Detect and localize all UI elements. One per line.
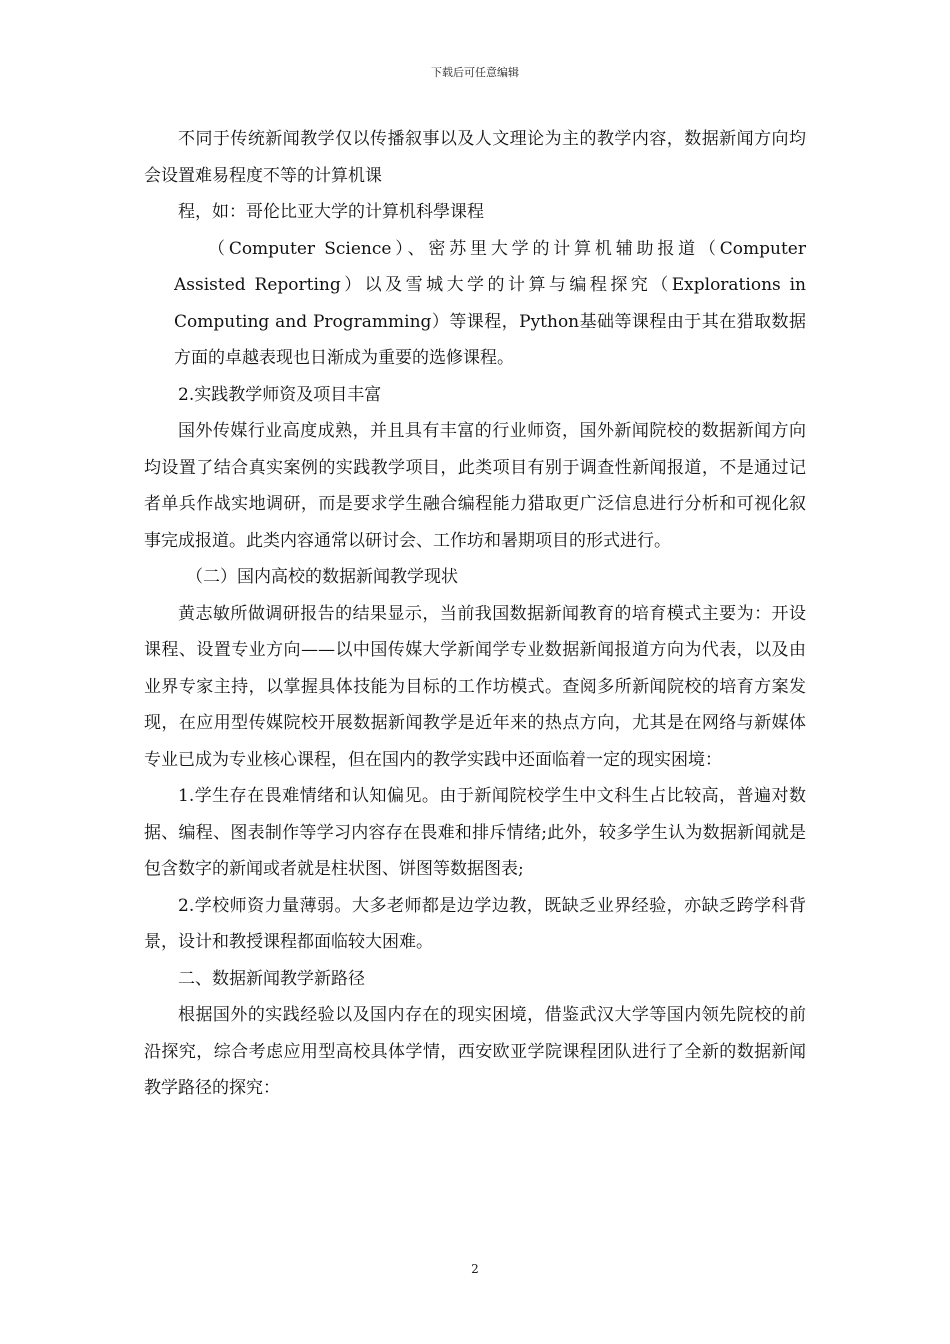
section-heading-domestic: （二）国内高校的数据新闻教学现状 (186, 567, 458, 587)
paragraph-point-2: 2.学校师资力量薄弱。大多老师都是边学边教，既缺乏业界经验，亦缺乏跨学科背景，设计和教授课程都面临较大困难。 (144, 895, 806, 952)
paragraph-domestic: 黄志敏所做调研报告的结果显示，当前我国数据新闻教育的培育模式主要为：开设课程、设置专业方向——以中国传媒大学新闻学专业数据新闻报道方向为代表，以及由业界专家主持，以掌握具体技能为目标的工作坊模式。查阅多所新闻院校的培育方案发现，在应用型传媒院校开展数据新闻教学是近年来的热点方向，尤其是在网络与新媒体专业已成为专业核心课程，但在国内的教学实践中还面临着一定的现实困境： (144, 603, 806, 770)
paragraph-point-1: 1.学生存在畏难情绪和认知偏见。由于新闻院校学生中文科生占比较高，普遍对数据、编程、图表制作等学习内容存在畏难和排斥情绪;此外，较多学生认为数据新闻就是包含数字的新闻或者就是柱状图、饼图等数据图表; (144, 786, 806, 879)
page-header: 下载后可任意编辑 (431, 66, 519, 79)
document-body (144, 121, 806, 1107)
paragraph-course-list: （Computer Science）、密苏里大学的计算机辅助报道（Computer Assisted Reporting）以及雪城大学的计算与编程探究（Explorations in Computing and Programming）等课程，Python基础等课程由于其在猎取数据方面的卓越表现也日渐成为重要的选修课程。 (174, 238, 806, 368)
paragraph-course-line: 程，如：哥伦比亚大学的计算机科學课程 (178, 202, 484, 222)
paragraph-intro: 不同于传统新闻教学仅以传播叙事以及人文理论为主的教学内容，数据新闻方向均会设置难易程度不等的计算机课 (144, 129, 806, 186)
section-heading-new-path: 二、数据新闻教学新路径 (178, 968, 365, 989)
page-number: 2 (471, 1262, 479, 1276)
section-heading-practice: 2.实践教学师资及项目丰富 (178, 384, 382, 405)
paragraph-practice: 国外传媒行业高度成熟，并且具有丰富的行业师资，国外新闻院校的数据新闻方向均设置了结合真实案例的实践教学项目，此类项目有别于调查性新闻报道，不是通过记者单兵作战实地调研，而是要求学生融合编程能力猎取更广泛信息进行分析和可视化叙事完成报道。此类内容通常以研讨会、工作坊和暑期项目的形式进行。 (144, 421, 806, 551)
paragraph-new-path: 根据国外的实践经验以及国内存在的现实困境，借鉴武汉大学等国内领先院校的前沿探究，综合考虑应用型高校具体学情，西安欧亚学院课程团队进行了全新的数据新闻教学路径的探究： (144, 1005, 806, 1098)
